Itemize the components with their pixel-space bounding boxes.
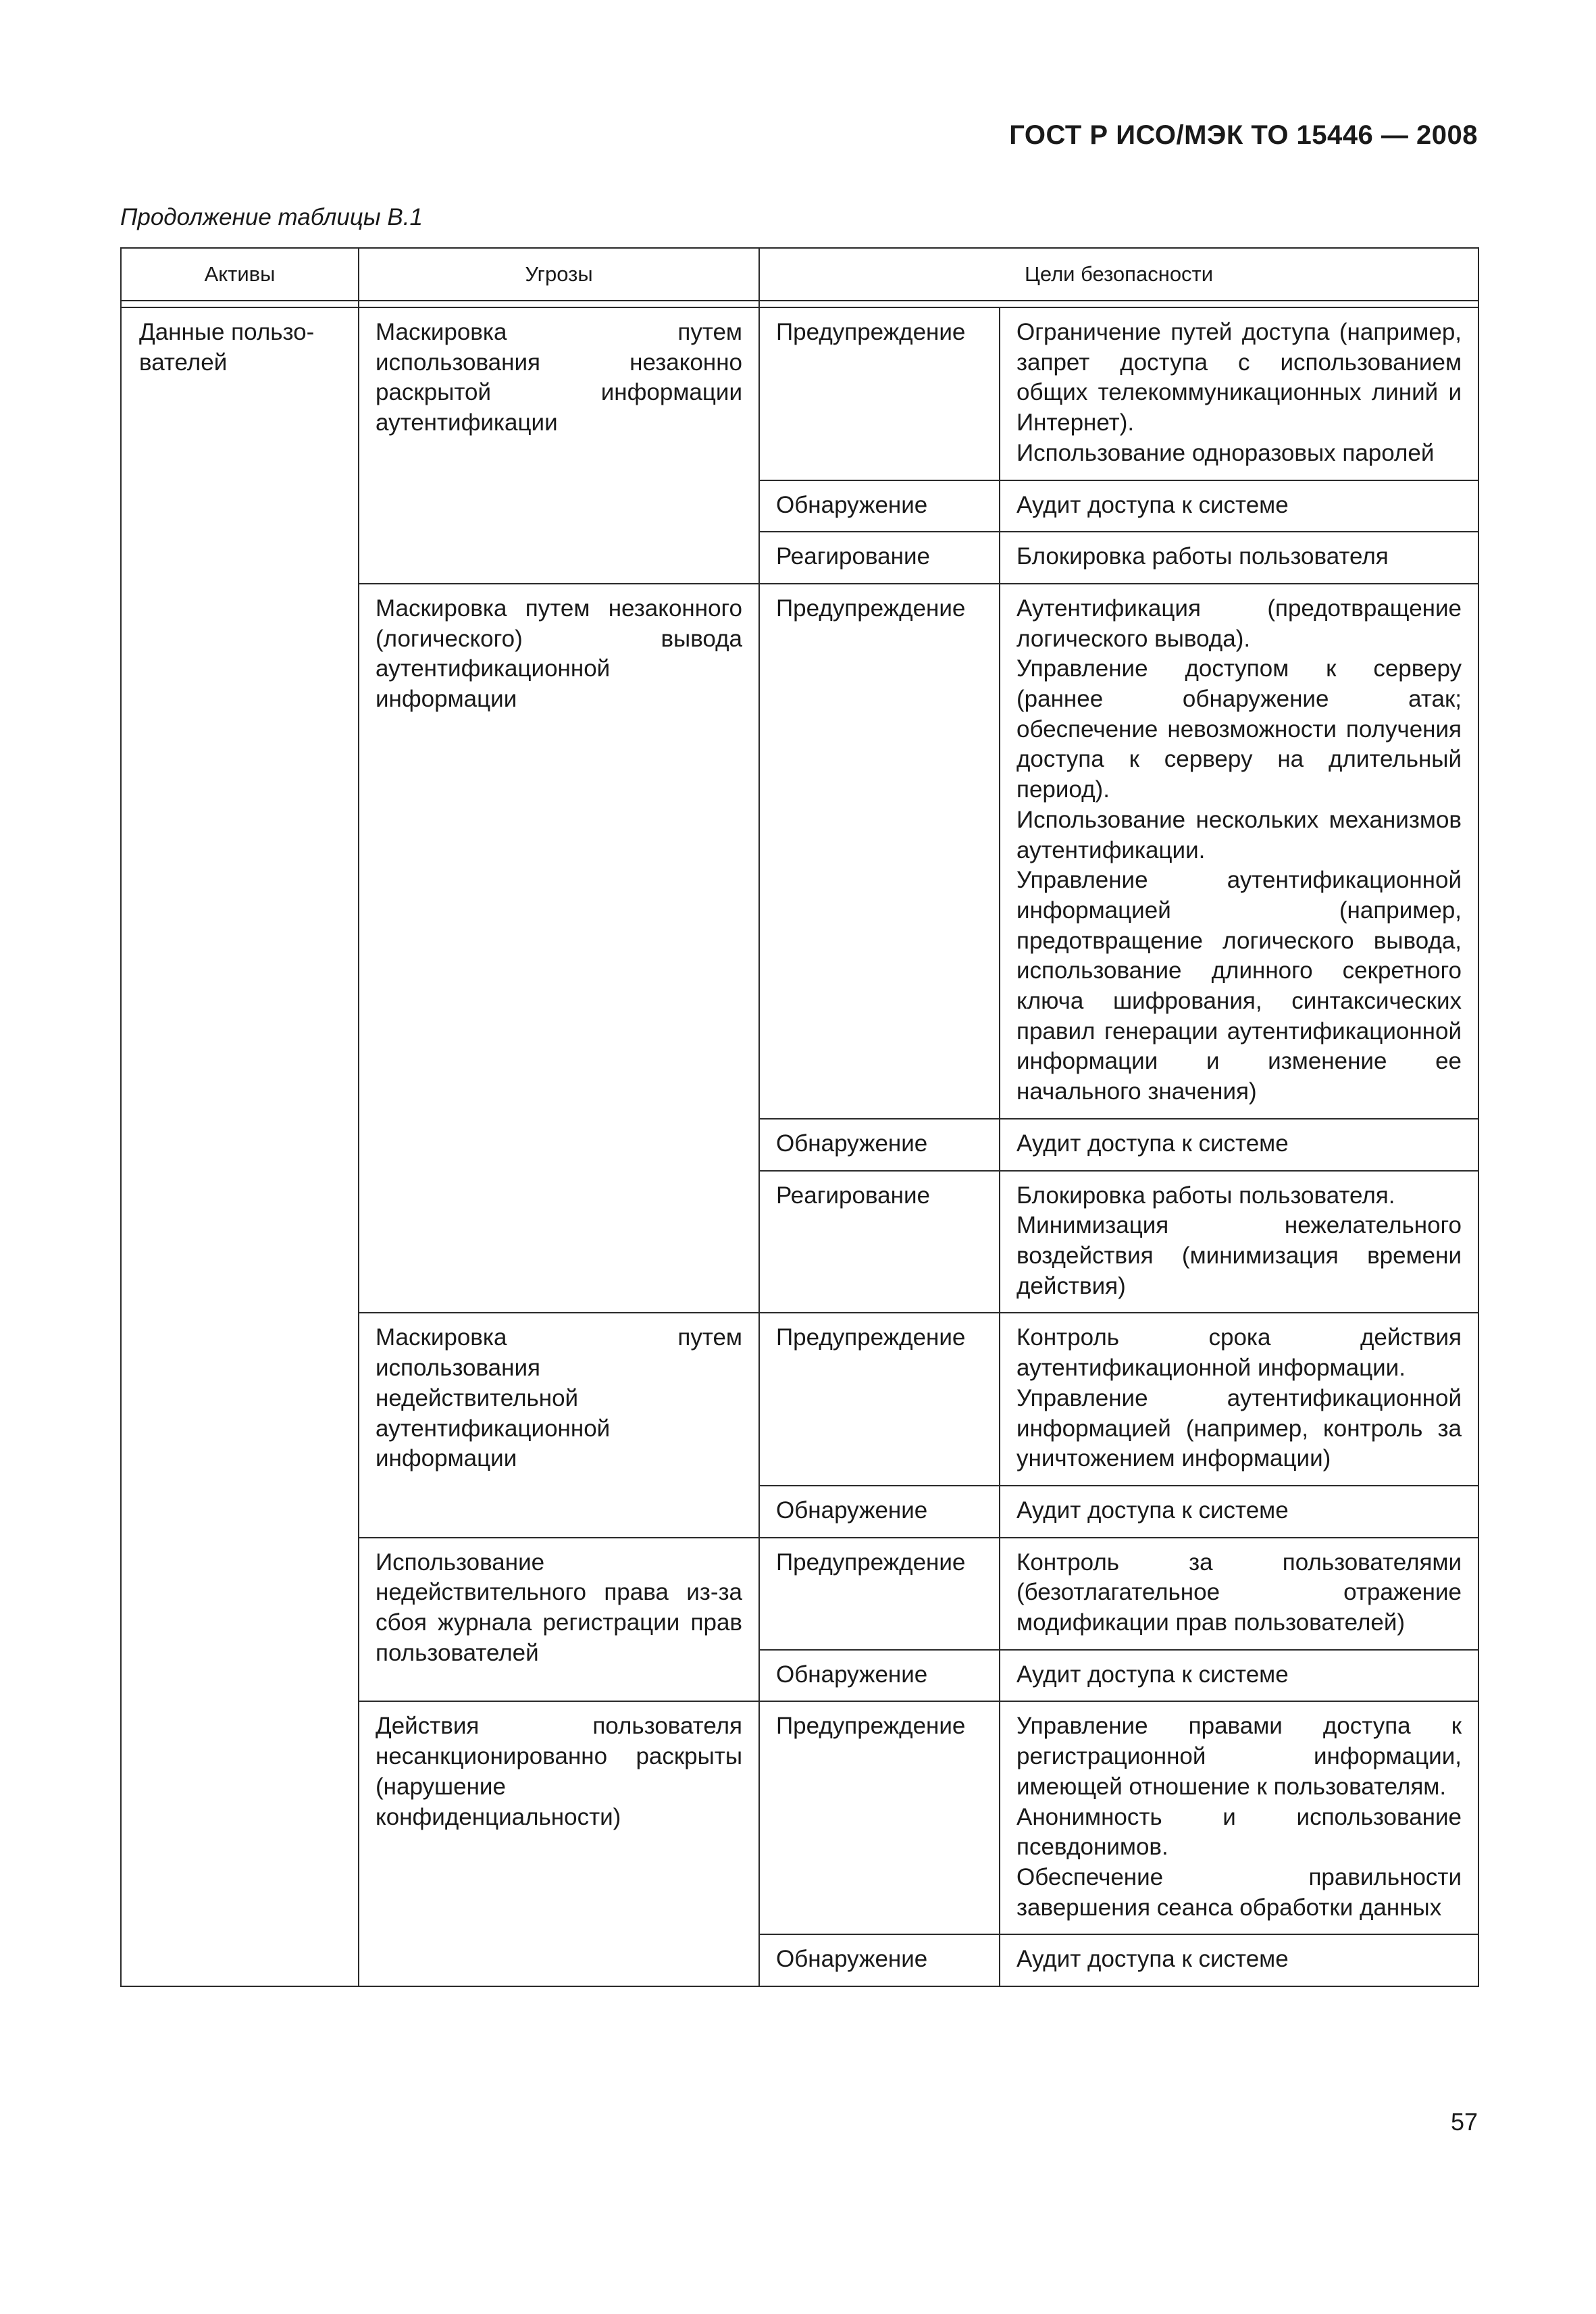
measure-text: Блокировка работы пользователя — [1016, 543, 1389, 570]
objective-measures-cell — [1000, 1701, 1478, 1934]
measure-text: Управление правами доступа к регистрационной информации, имеющей отношение к пользователям. — [1016, 1713, 1462, 1800]
table-header-row — [121, 248, 1478, 301]
measure-text: Использование нескольких механизмов аутентификации. — [1016, 806, 1462, 863]
objective-type-cell: Предупреждение — [759, 1313, 1000, 1486]
header-threats: Угрозы — [359, 248, 759, 301]
measure-text: Обеспечение правильности завершения сеанса обработки данных — [1016, 1863, 1462, 1921]
objective-measures-cell — [1000, 1538, 1478, 1650]
objective-type-cell: Реагирование — [759, 532, 1000, 584]
asset-cell: Данные пользо-вателей — [121, 307, 359, 1986]
threat-cell: Маскировка путем использования незаконно раскрытой информации аутентификации — [359, 307, 759, 584]
objective-type-cell: Реагирование — [759, 1171, 1000, 1313]
measure-text: Аудит доступа к системе — [1016, 1496, 1289, 1524]
objective-type-cell: Обнаружение — [759, 1119, 1000, 1171]
table-caption: Продолжение таблицы В.1 — [120, 204, 423, 230]
objective-measures-cell — [1000, 1486, 1478, 1538]
table-row — [121, 307, 1478, 480]
threat-cell: Действия пользователя несанкционированно раскрыты (нарушение конфиденциальности) — [359, 1701, 759, 1986]
measure-text: Контроль за пользователями (безотлагательное отражение модификации прав пользователей) — [1016, 1549, 1462, 1636]
measure-text: Управление доступом к серверу (раннее обнаружение атак; обеспечение невозможности получения доступа к серверу на длительный период). — [1016, 655, 1462, 803]
measure-text: Использование одноразовых паролей — [1016, 439, 1435, 466]
measure-text: Аутентификация (предотвращение логического вывода). — [1016, 595, 1462, 652]
threat-cell: Использование недействительного права из-за сбоя журнала регистрации прав пользователей — [359, 1538, 759, 1702]
threat-cell: Маскировка путем незаконного (логического) вывода аутентификационной информации — [359, 584, 759, 1313]
objective-measures-cell — [1000, 1313, 1478, 1486]
objective-measures-cell — [1000, 1650, 1478, 1702]
objective-measures-cell — [1000, 1119, 1478, 1171]
objective-measures-cell — [1000, 532, 1478, 584]
measure-text: Анонимность и использование псевдонимов. — [1016, 1803, 1462, 1861]
objective-measures-cell — [1000, 480, 1478, 532]
measure-text: Ограничение путей доступа (например, запрет доступа с использованием общих телекоммуникационных линий и Интернет). — [1016, 319, 1462, 436]
objective-type-cell: Предупреждение — [759, 584, 1000, 1119]
document-header: ГОСТ Р ИСО/МЭК ТО 15446 — 2008 — [1009, 120, 1478, 150]
measure-text: Аудит доступа к системе — [1016, 1661, 1289, 1688]
measure-text: Аудит доступа к системе — [1016, 491, 1289, 518]
measure-text: Блокировка работы пользователя. — [1016, 1182, 1395, 1209]
measure-text: Контроль срока действия аутентификационной информации. — [1016, 1324, 1462, 1382]
objective-type-cell: Предупреждение — [759, 1538, 1000, 1650]
measure-text: Управление аутентификационной информацией (например, предотвращение логического вывода, использование длинного секретного ключа шифрования, синтаксических правил генерации аутентификационной информации и изменение ее начального значения) — [1016, 867, 1462, 1105]
header-objectives: Цели безопасности — [759, 248, 1478, 301]
security-objectives-table — [120, 247, 1479, 1987]
objective-type-cell: Обнаружение — [759, 1486, 1000, 1538]
measure-text: Аудит доступа к системе — [1016, 1130, 1289, 1157]
measure-text: Управление аутентификационной информацией (например, контроль за уничтожением информации) — [1016, 1384, 1462, 1472]
objective-measures-cell — [1000, 307, 1478, 480]
objective-type-cell: Обнаружение — [759, 1650, 1000, 1702]
objective-measures-cell — [1000, 584, 1478, 1119]
header-spacer-row — [121, 301, 1478, 307]
header-assets: Активы — [121, 248, 359, 301]
measure-text: Аудит доступа к системе — [1016, 1946, 1289, 1973]
objective-measures-cell — [1000, 1934, 1478, 1986]
objective-type-cell: Обнаружение — [759, 480, 1000, 532]
objective-type-cell: Обнаружение — [759, 1934, 1000, 1986]
threat-cell: Маскировка путем использования недействительной аутентификационной информации — [359, 1313, 759, 1537]
objective-type-cell: Предупреждение — [759, 307, 1000, 480]
objective-measures-cell — [1000, 1171, 1478, 1313]
page-number: 57 — [1450, 2108, 1478, 2136]
objective-type-cell: Предупреждение — [759, 1701, 1000, 1934]
measure-text: Минимизация нежелательного воздействия (минимизация времени действия) — [1016, 1212, 1462, 1299]
